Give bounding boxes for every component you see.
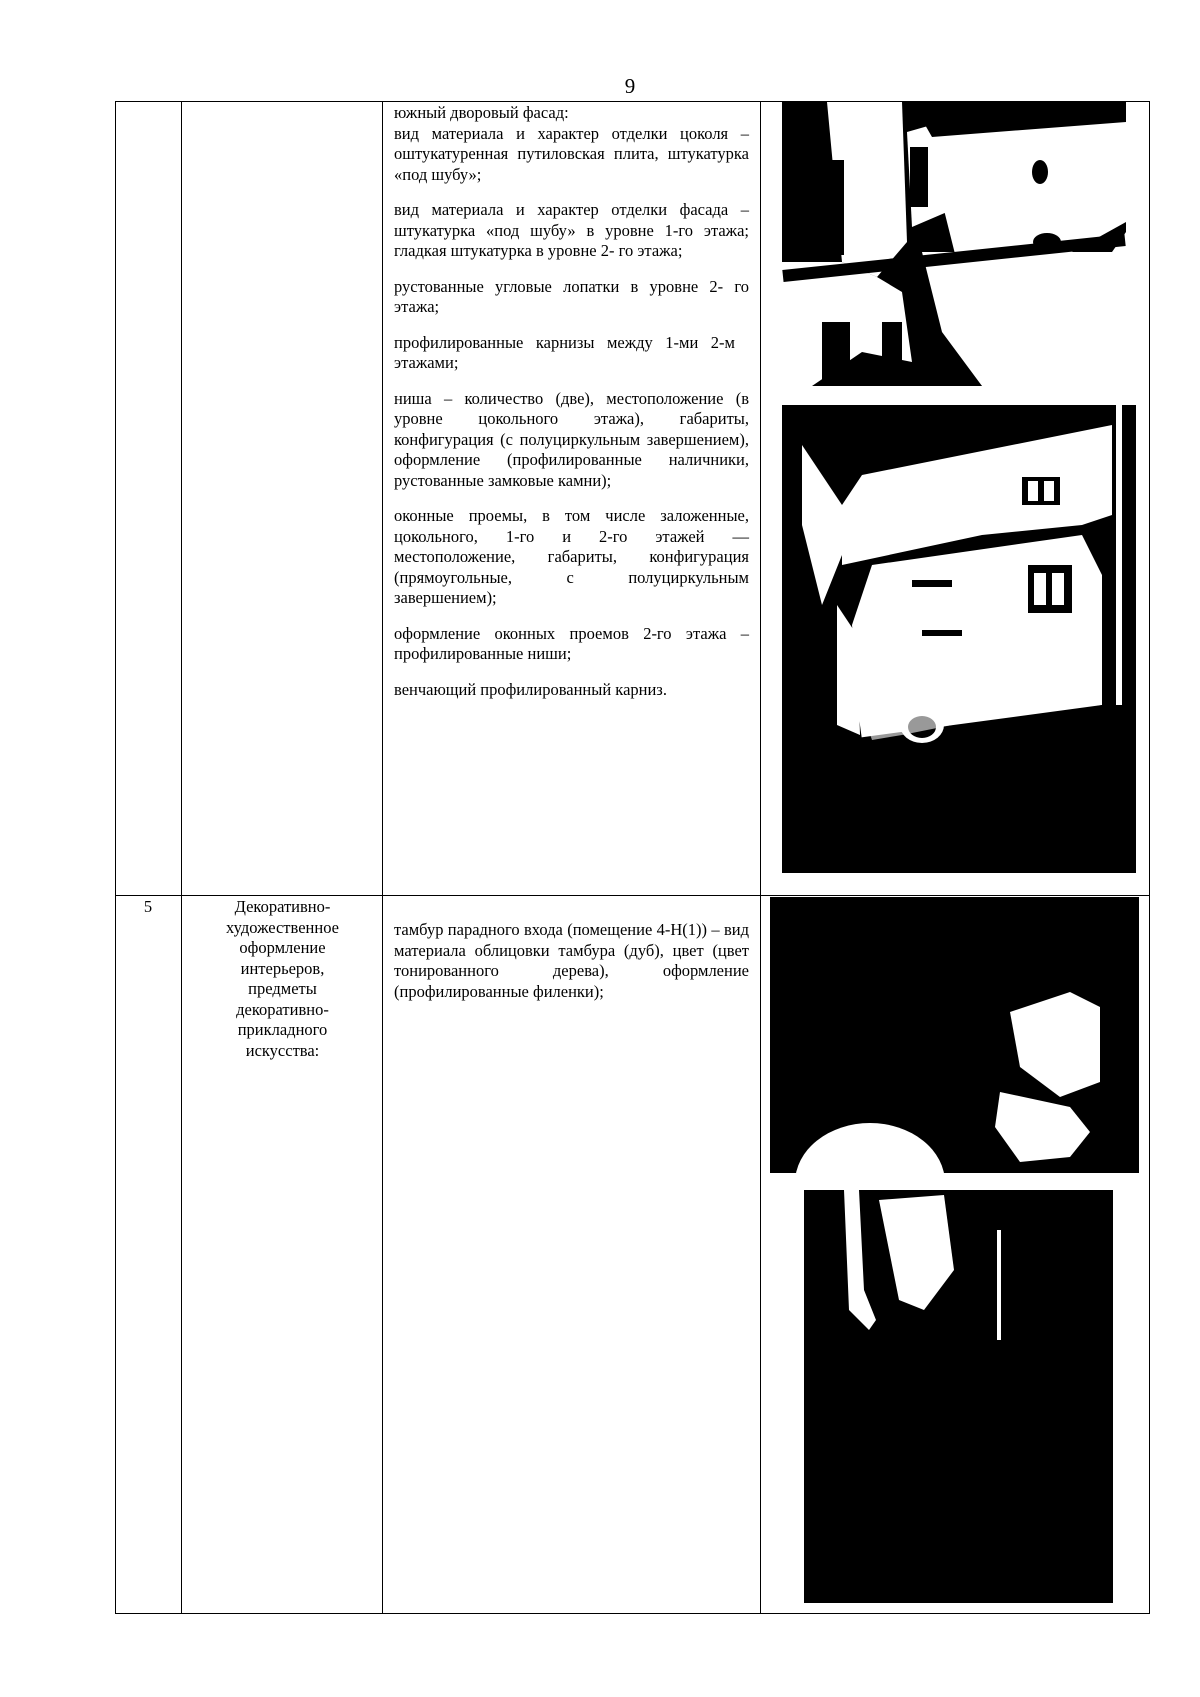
paragraph-facade-finish: вид материала и характер отделки фасада – штукатурка «под шубу» в уровне 1-го этажа; гладкая штукатурка в уровне 2- го этажа; [394,200,749,260]
column-divider-3 [760,101,761,1614]
row5-number: 5 [143,897,153,916]
row-continued-description [394,103,749,700]
facade-photo-1 [782,102,1126,386]
facade-photo-2 [782,405,1136,873]
column-divider-1 [181,101,182,1614]
paragraph-crowning-cornice: венчающий профилированный карниз. [394,679,667,699]
row5-name: Декоративно-художественное оформление интерьеров, предметы декоративно-прикладного искусства: [226,897,339,1060]
column-divider-2 [382,101,383,1614]
vestibule-photo-2 [804,1190,1113,1603]
paragraph-window-decoration: оформление оконных проемов 2-го этажа – профилированные ниши; [394,623,749,663]
table-border-bottom [115,1613,1150,1614]
paragraph-pilasters: рустованные угловые лопатки в уровне 2- го этажа; [394,276,749,316]
table-border-right [1149,101,1150,1614]
paragraph-cornices: профилированные карнизы между 1-ми 2-м этажами; [394,332,735,372]
page-number: 9 [624,74,636,98]
paragraph-south-facade: южный дворовый фасад: вид материала и характер отделки цоколя – оштукатуренная путиловская плита, штукатурка «под шубу»; [394,103,749,184]
vestibule-photo-1 [770,897,1139,1173]
paragraph-vestibule: тамбур парадного входа (помещение 4-Н(1)) – вид материала облицовки тамбура (дуб), цвет (цвет тонированного дерева), оформление (профилированные филенки); [394,920,749,1001]
paragraph-windows: оконные проемы, в том числе заложенные, цокольного, 1-го и 2-го этажей — местоположение, габариты, конфигурация (прямоугольные, с полуциркульным завершением); [394,506,749,607]
paragraph-niche: ниша – количество (две), местоположение (в уровне цокольного этажа), габариты, конфигурация (с полуциркульным завершением), оформление (профилированные наличники, рустованные замковые камни); [394,388,749,490]
row-divider [115,895,1150,896]
row5-description [394,920,749,1002]
table-border-left [115,101,116,1614]
